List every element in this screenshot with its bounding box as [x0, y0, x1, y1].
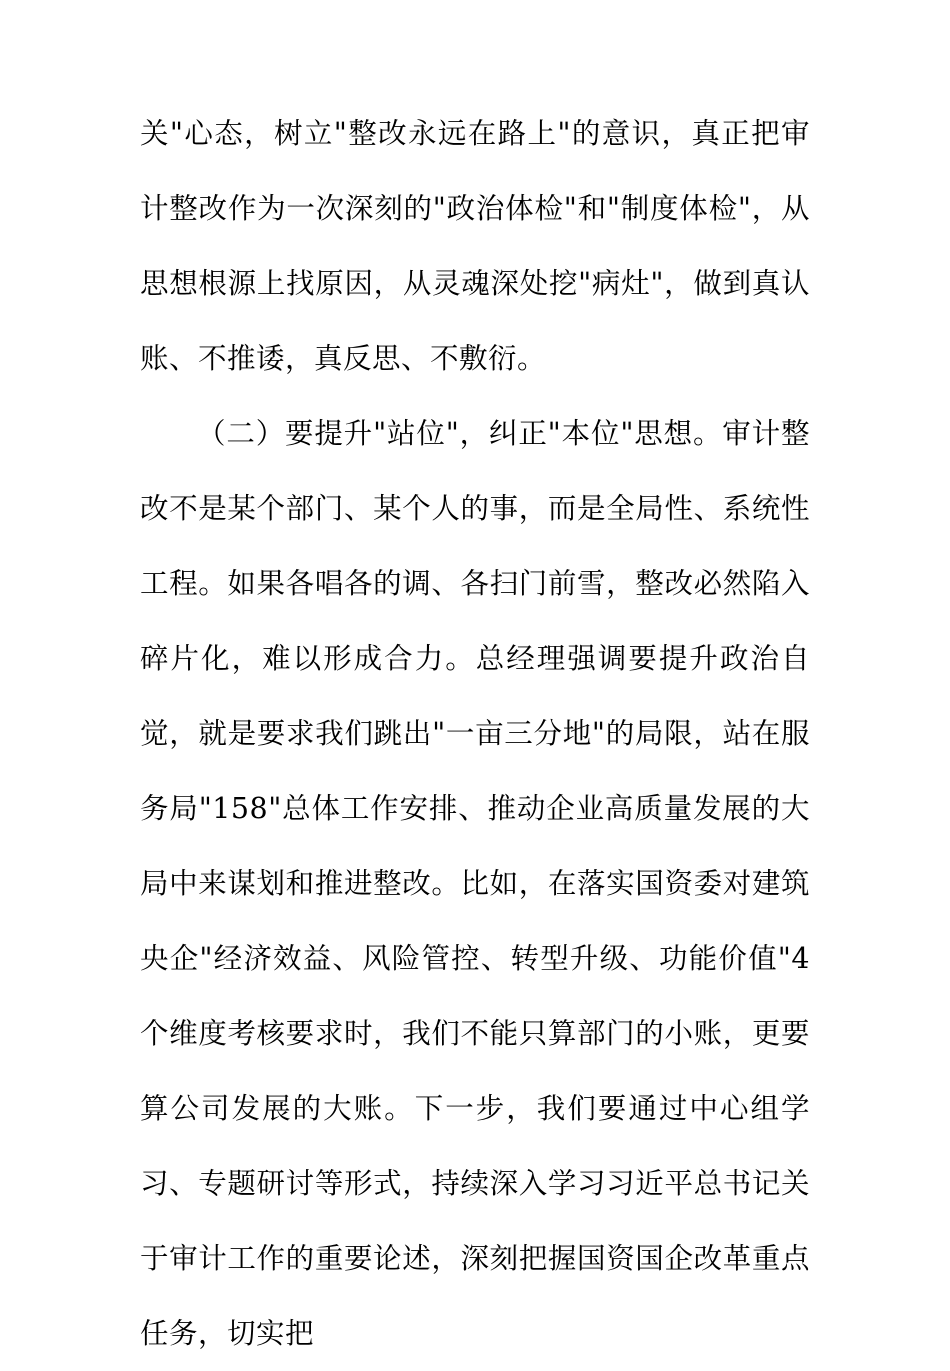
- document-body: [140, 96, 810, 1371]
- paragraph-continued: 关"心态，树立"整改永远在路上"的意识，真正把审计整改作为一次深刻的"政治体检"和"制度体检"，从思想根源上找原因，从灵魂深处挖"病灶"，做到真认账、不推诿，真反思、不敷衍。: [140, 117, 810, 375]
- paragraph-section-two: （二）要提升"站位"，纠正"本位"思想。审计整改不是某个部门、某个人的事，而是全局性、系统性工程。如果各唱各的调、各扫门前雪，整改必然陷入碎片化，难以形成合力。总经理强调要提升政治自觉，就是要求我们跳出"一亩三分地"的局限，站在服务局"158"总体工作安排、推动企业高质量发展的大局中来谋划和推进整改。比如，在落实国资委对建筑央企"经济效益、风险管控、转型升级、功能价值"4个维度考核要求时，我们不能只算部门的小账，更要算公司发展的大账。下一步，我们要通过中心组学习、专题研讨等形式，持续深入学习习近平总书记关于审计工作的重要论述，深刻把握国资国企改革重点任务，切实把: [140, 417, 810, 1350]
